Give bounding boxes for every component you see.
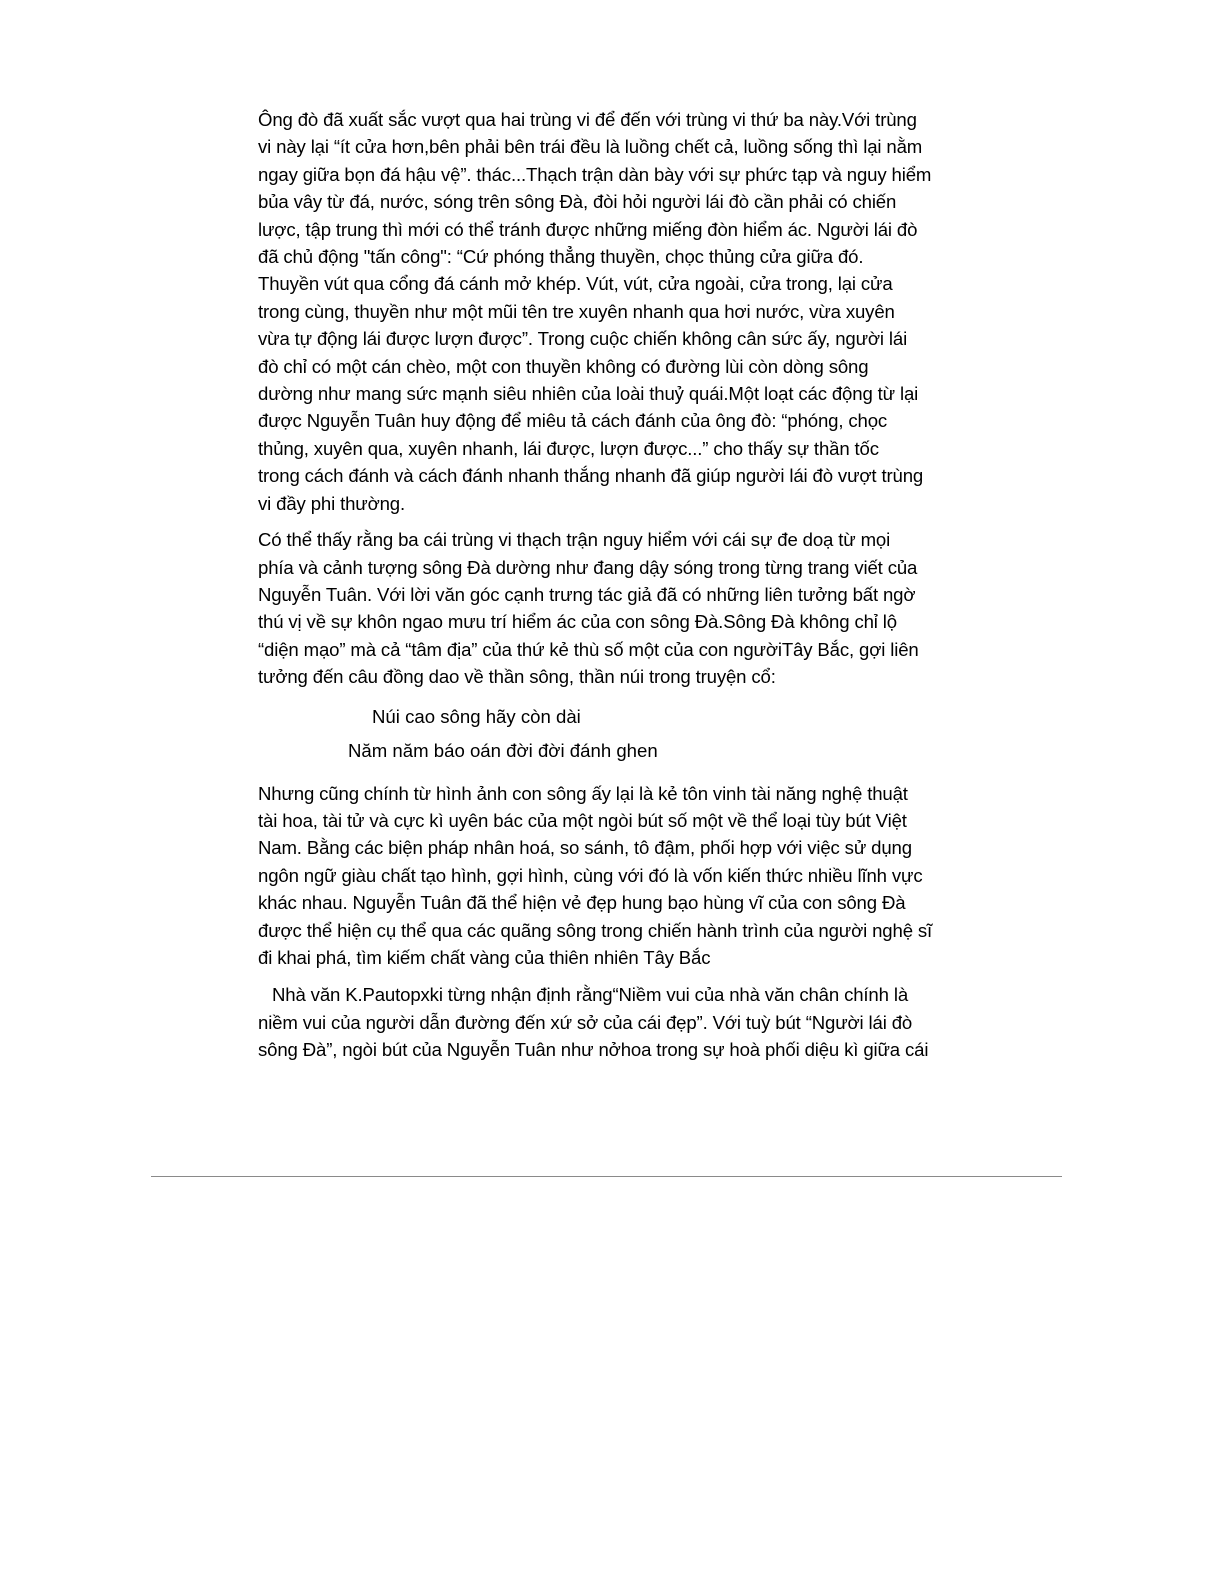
folk-verse-line-1: Núi cao sông hãy còn dài: [372, 705, 581, 727]
document-page-body: [258, 106, 970, 1073]
paragraph-three-rapids-summary: Có thể thấy rằng ba cái trùng vi thạch trận nguy hiểm với cái sự đe doạ từ mọi phía và cảnh tượng sông Đà dường như đang dậy sóng trong từng trang viết của Nguyễn Tuân. Với lời văn góc cạnh trưng tác giả đã có những liên tưởng bất ngờ thú vị về sự khôn ngao mưu trí hiểm ác của con sông Đà.Sông Đà không chỉ lộ “diện mạo” mà cả “tâm địa” của thứ kẻ thù số một của con ngườiTây Bắc, gợi liên tưởng đến câu đồng dao về thần sông, thần núi trong truyện cổ:: [258, 529, 919, 688]
paragraph-author-talent: Nhưng cũng chính từ hình ảnh con sông ấy lại là kẻ tôn vinh tài năng nghệ thuật tài hoa, tài tử và cực kì uyên bác của một ngòi bút số một về thể loại tùy bút Việt Nam. Bằng các biện pháp nhân hoá, so sánh, tô đậm, phối hợp với việc sử dụng ngôn ngữ giàu chất tạo hình, gợi hình, cùng với đó là vốn kiến thức nhiều lĩnh vực khác nhau. Nguyễn Tuân đã thể hiện vẻ đẹp hung bạo hùng vĩ của con sông Đà được thể hiện cụ thể qua các quãng sông trong chiến hành trình của người nghệ sĩ đi khai phá, tìm kiếm chất vàng của thiên nhiên Tây Bắc: [258, 782, 933, 968]
folk-verse: [258, 700, 970, 768]
folk-verse-line-2: Năm năm báo oán đời đời đánh ghen: [348, 739, 658, 761]
paragraph-pautopxki-quote: Nhà văn K.Pautopxki từng nhận định rằng“Niềm vui của nhà văn chân chính là niềm vui của người dẫn đường đến xứ sở của cái đẹp”. Với tuỳ bút “Người lái đò sông Đà”, ngòi bút của Nguyễn Tuân như nởhoa trong sự hoà phối diệu kì giữa cái: [258, 984, 929, 1061]
page-break-divider: [151, 1176, 1062, 1177]
paragraph-ferryman-third-rapid: Ông đò đã xuất sắc vượt qua hai trùng vi để đến với trùng vi thứ ba này.Với trùng vi này lại “ít cửa hơn,bên phải bên trái đều là luồng chết cả, luồng sống thì lại nằm ngay giữa bọn đá hậu vệ”. thác...Thạch trận dàn bày với sự phức tạp và nguy hiểm bủa vây từ đá, nước, sóng trên sông Đà, đòi hỏi người lái đò cần phải có chiến lược, tập trung thì mới có thể tránh được những miếng đòn hiểm ác. Người lái đò đã chủ động "tấn công": “Cứ phóng thẳng thuyền, chọc thủng cửa giữa đó. Thuyền vút qua cổng đá cánh mở khép. Vút, vút, cửa ngoài, cửa trong, lại cửa trong cùng, thuyền như một mũi tên tre xuyên nhanh qua hơi nước, vừa xuyên vừa tự động lái được lượn được”. Trong cuộc chiến không cân sức ấy, người lái đò chỉ có một cán chèo, một con thuyền không có đường lùi còn dòng sông dường như mang sức mạnh siêu nhiên của loài thuỷ quái.Một loạt các động từ lại được Nguyễn Tuân huy động để miêu tả cách đánh của ông đò: “phóng, chọc thủng, xuyên qua, xuyên nhanh, lái được, lượn được...” cho thấy sự thần tốc trong cách đánh và cách đánh nhanh thắng nhanh đã giúp người lái đò vượt trùng vi đầy phi thường.: [258, 109, 932, 514]
